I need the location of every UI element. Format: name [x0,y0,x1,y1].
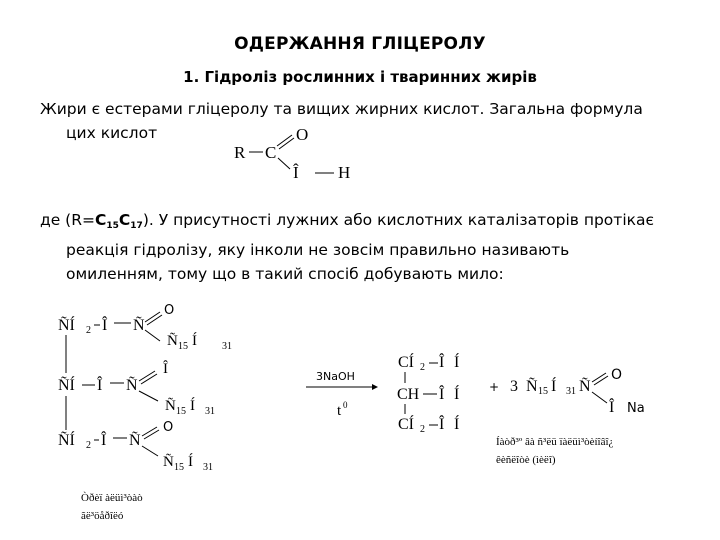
soap-r-sub1: 15 [538,386,548,397]
arrow-head-icon [372,384,378,390]
dbl-fat-1b [147,315,162,325]
fat-ch2-top-sub: 2 [86,325,91,336]
gly-o-mid: Î [439,386,445,403]
gly-h-bottom: Í [454,416,460,433]
formula-r: R [234,143,246,162]
bond-fat-1c [145,330,160,341]
fat-caption-line-1: Òðèï àëüì³òàò [81,492,143,504]
plus-sign: + [489,380,500,394]
fat-ch2-bottom: ÑÍ [58,432,75,449]
gly-ch2-top-sub: 2 [420,362,425,373]
explanation-prefix: де (R= [40,211,95,229]
explanation-line-1-rest: ). У присутності лужних або кислотних каталізаторів протікає [142,211,654,229]
fat-c-bottom: Ñ [129,432,141,449]
c15-sub: 15 [106,221,119,231]
gly-ch2-bottom-sub: 2 [420,424,425,435]
single-bond-c-o [278,158,290,169]
c15-symbol: C [94,211,107,229]
fat-ch-mid: ÑÍ [58,377,75,394]
fat-o-mid: Î [97,377,103,394]
formula-c: C [265,143,277,162]
fat-caption-line-2: ãë³öåðîëó [81,510,124,522]
gly-h-top: Í [454,354,460,371]
fat-r-mid: Ñ [165,398,176,414]
gly-o-bottom: Î [439,416,445,433]
soap-bond-o [592,392,607,403]
gly-ch-mid: CH [397,386,420,403]
formula-h: H [338,163,351,182]
soap-caption-line-2: êèñëîòè (ìèëî) [496,454,556,466]
fat-r-bottom-sub2: 31 [203,462,213,473]
soap-dbl-1 [592,373,606,382]
soap-o: Î [609,399,615,416]
fat-dbl-o-bottom: O [163,420,174,435]
soap-caption-line-1: Íàòð³º âà ñ³ëü ïàëüì³òèíîâî¿ [496,436,614,448]
fat-dbl-o-top: O [164,303,175,318]
fat-c-top: Ñ [133,317,145,334]
dbl-fat-1a [145,312,160,322]
bond-fat-3c [142,446,158,456]
fat-r-top-sub1: 15 [178,341,188,352]
fat-r-mid-sub1: 15 [176,406,186,417]
c17-sub: 17 [130,221,143,231]
explanation-paragraph [40,208,690,286]
soap-r-h: Í [551,378,557,395]
formula-o: O [296,125,309,144]
soap-c: Ñ [579,378,591,395]
soap-r-sub2: 31 [566,386,576,397]
dbl-fat-3b [144,430,159,439]
hydrolysis-reaction-scheme [0,290,720,540]
temperature-sup: 0 [343,400,348,410]
explanation-line-3: омиленням, тому що в такий спосіб добувають мило: [66,265,504,283]
section-subtitle: 1. Гідроліз рослинних і тваринних жирів [183,68,537,86]
intro-line-2: цих кислот [66,124,158,142]
soap-dbl-o: O [611,367,623,383]
fat-r-top: Ñ [167,333,178,349]
gly-ch2-bottom: CÍ [398,416,414,433]
soap-coefficient: 3 [510,378,518,395]
fat-r-mid-sub2: 31 [205,406,215,417]
dbl-fat-2b [141,374,157,384]
intro-line-1: Жири є естерами гліцеролу та вищих жирних кислот. Загальна формула [40,100,643,118]
fat-r-mid-h: Í [190,398,195,414]
c17-symbol: C [118,211,131,229]
fat-ch2-bottom-sub: 2 [86,440,91,451]
sodium-palmitate-structure [496,367,645,466]
gly-o-top: Î [439,354,445,371]
fat-o-bottom: Î [101,432,107,449]
tripalmitin-structure [58,303,232,522]
dbl-fat-3a [142,427,157,436]
fat-r-bottom-h: Í [188,454,193,470]
dbl-fat-2a [139,371,155,381]
fat-o-top: Î [102,317,108,334]
soap-dbl-2 [594,376,608,385]
fat-r-bottom: Ñ [163,454,174,470]
fat-dbl-o-mid: Î [163,361,168,377]
gly-ch2-top: CÍ [398,354,414,371]
fat-ch2-top: ÑÍ [58,317,75,334]
formula-oh-o: Î [293,163,299,182]
fat-r-bottom-sub1: 15 [174,462,184,473]
gly-h-mid: Í [454,386,460,403]
acid-general-formula [230,118,370,188]
page-title: ОДЕРЖАННЯ ГЛІЦЕРОЛУ [234,34,486,54]
explanation-line-2: реакція гідролізу, яку інколи не зовсім правильно називають [66,241,570,259]
glycerol-structure [397,352,459,435]
temperature-label: t [337,403,342,419]
bond-fat-2c [139,391,158,401]
reaction-arrow-group [306,370,378,419]
reagent-label: 3NaOH [316,370,355,383]
fat-r-top-sub2: 31 [222,341,232,352]
soap-r: Ñ [526,378,538,395]
fat-c-mid: Ñ [126,377,138,394]
fat-r-top-h: Í [192,333,197,349]
soap-na: Na [627,401,645,416]
